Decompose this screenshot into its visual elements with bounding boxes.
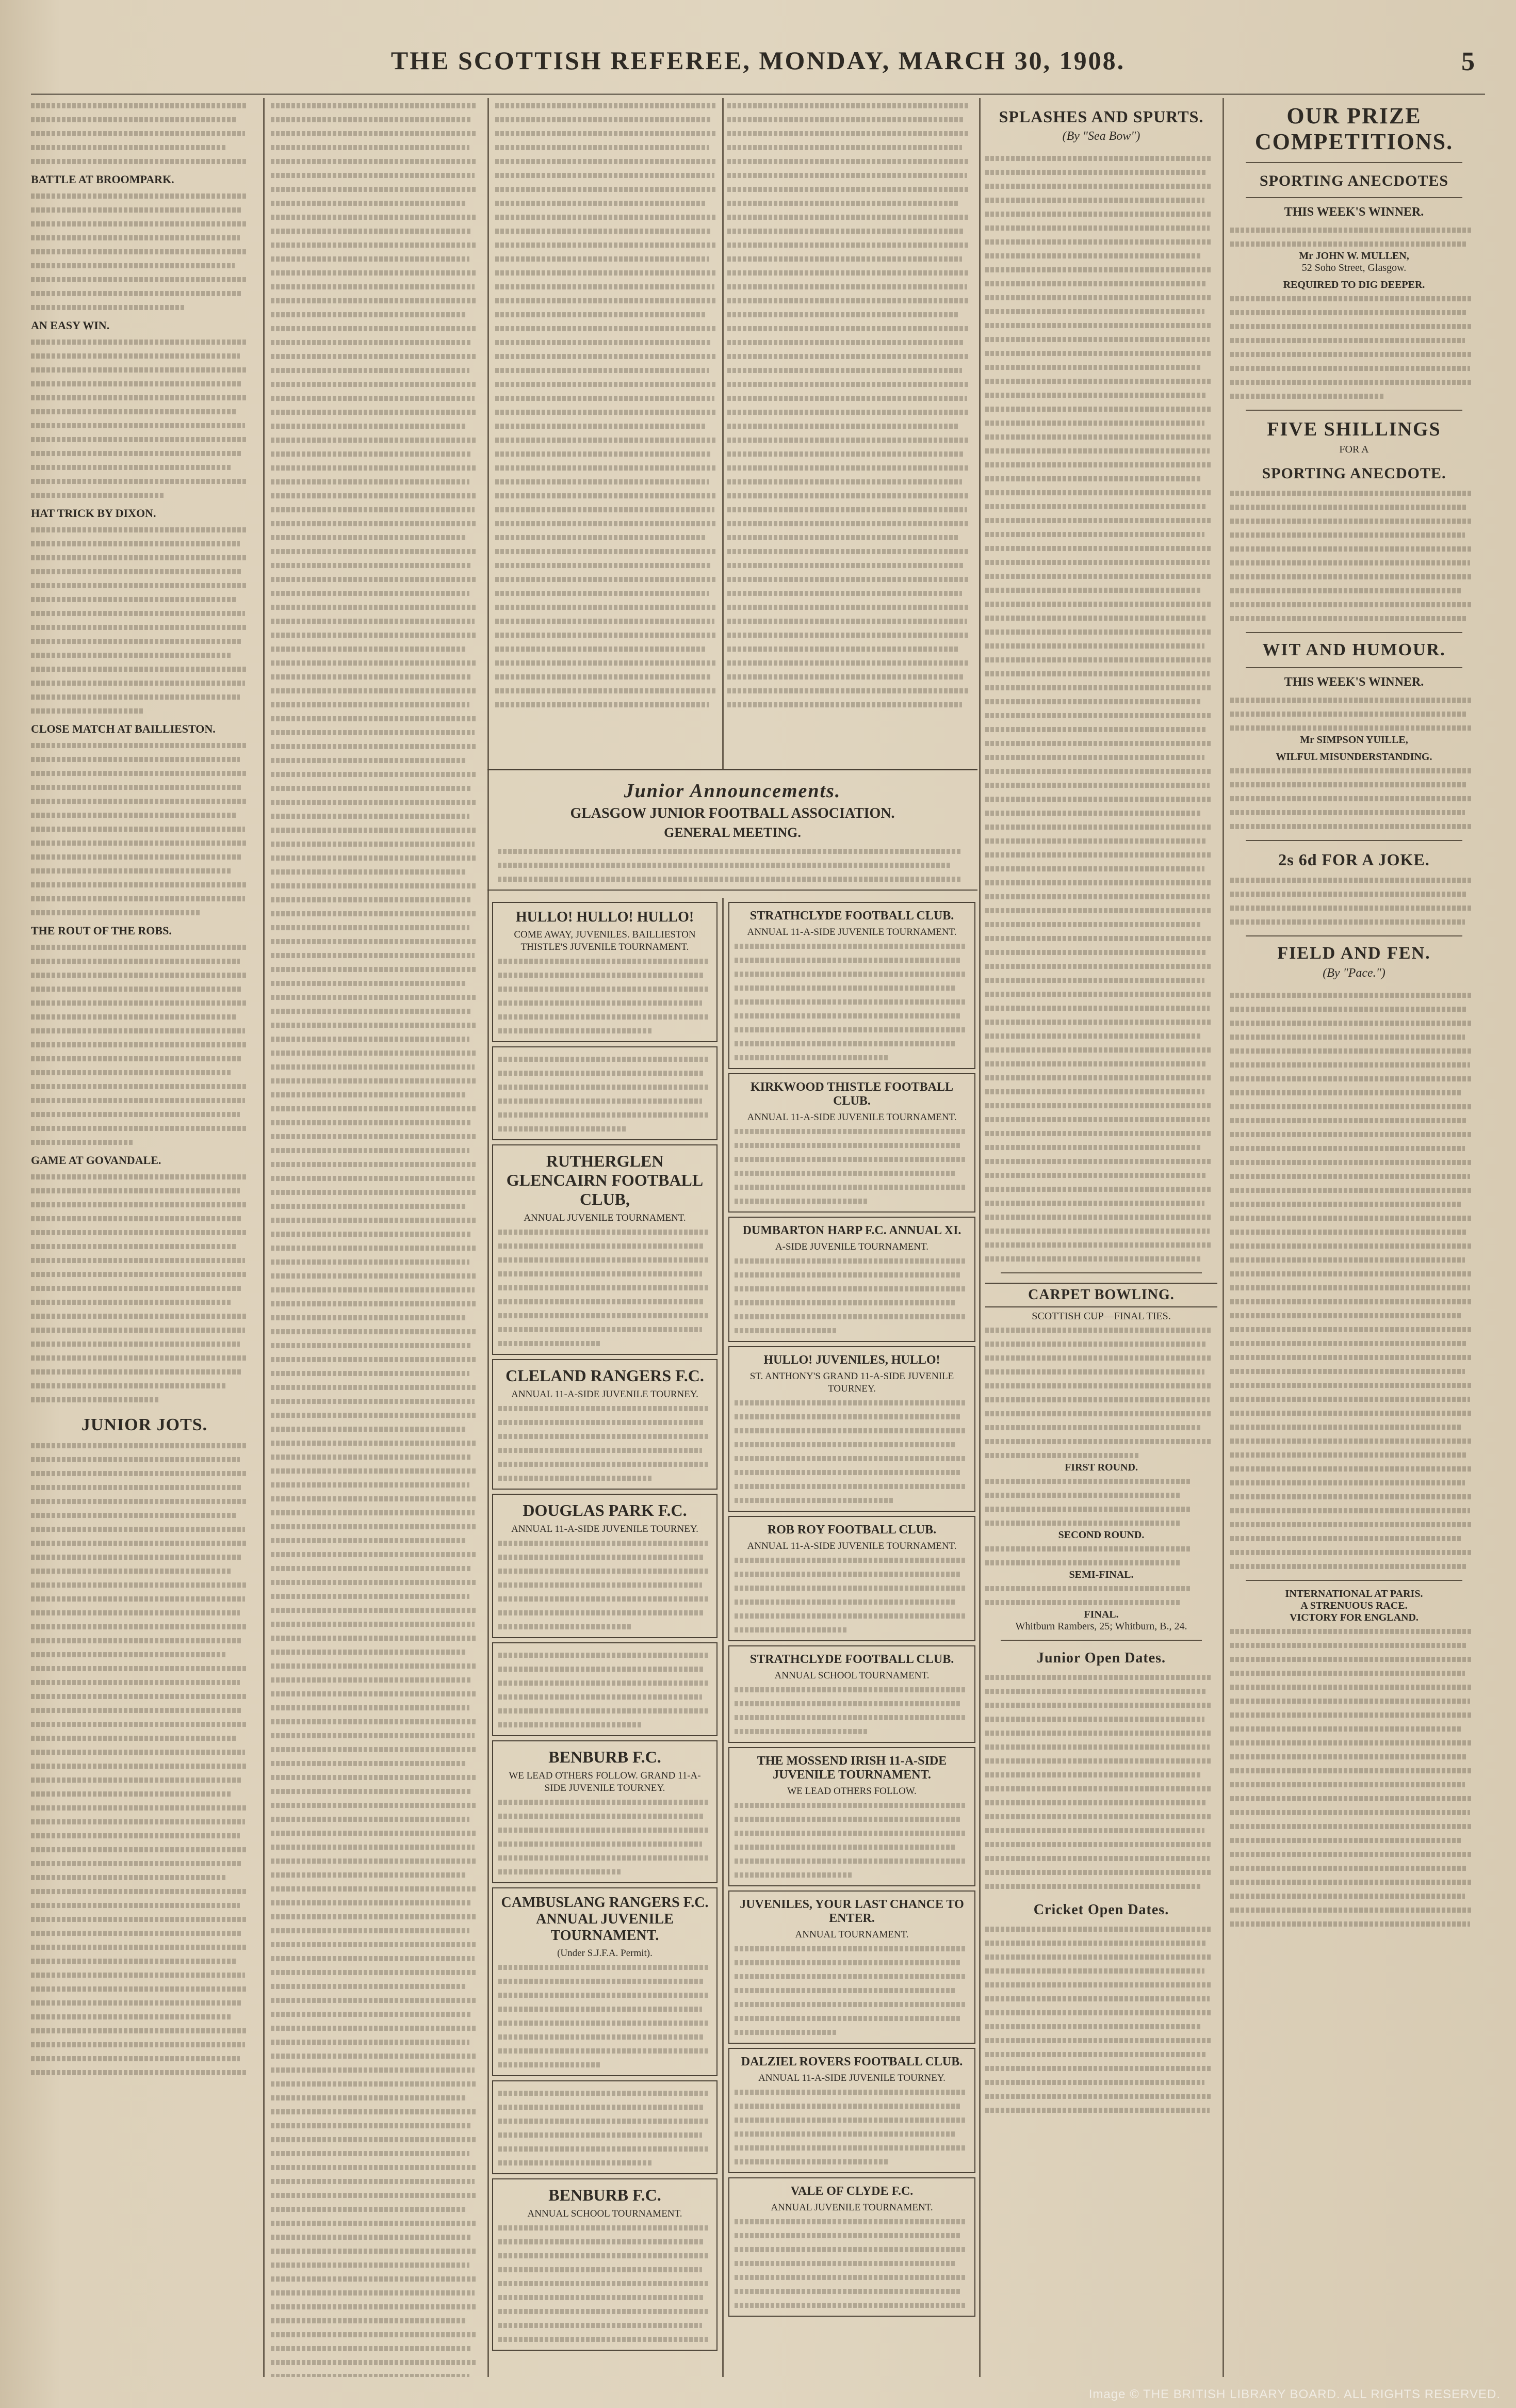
ad-body: ANNUAL TOURNAMENT. <box>795 1929 909 1940</box>
ad-title: DOUGLAS PARK F.C. <box>523 1501 687 1520</box>
winner-name: Mr JOHN W. MULLEN, <box>1299 250 1409 262</box>
headline: THE ROUT OF THE ROBS. <box>31 924 172 937</box>
column-2 <box>271 98 482 2377</box>
ad-box <box>728 1747 975 1886</box>
column-rule <box>722 898 724 2377</box>
divider <box>1246 162 1462 163</box>
winner-name: Mr SIMPSON YUILLE, <box>1300 734 1408 746</box>
round-label: FIRST ROUND. <box>1065 1462 1138 1473</box>
article-text <box>1230 763 1478 833</box>
article-text <box>1230 1624 1478 1930</box>
divider <box>1001 1272 1202 1273</box>
ad-box <box>492 1494 718 1638</box>
winner-heading: THIS WEEK'S WINNER. <box>1284 205 1424 219</box>
ad-title: ROB ROY FOOTBALL CLUB. <box>767 1523 937 1537</box>
ad-box <box>492 1144 718 1355</box>
ad-box <box>728 1890 975 2044</box>
ad-body: ST. ANTHONY'S GRAND 11-A-SIDE JUVENILE TOURNEY. <box>749 1371 954 1394</box>
column-1 <box>31 98 258 2377</box>
article-text <box>31 98 258 168</box>
ad-text <box>735 2214 969 2312</box>
ad-text <box>735 1682 969 1738</box>
ad-text <box>498 1401 711 1484</box>
ad-title: DUMBARTON HARP F.C. ANNUAL XI. <box>742 1224 961 1237</box>
final-result: Whitburn Rambers, 25; Whitburn, B., 24. <box>1015 1621 1187 1632</box>
divider <box>1246 667 1462 668</box>
ad-text <box>735 1553 969 1636</box>
section-title: JUNIOR JOTS. <box>81 1415 208 1434</box>
ad-box <box>492 902 718 1042</box>
ad-box <box>492 2080 718 2174</box>
ad-body: ANNUAL 11-A-SIDE JUVENILE TOURNAMENT. <box>747 1112 957 1123</box>
ad-text <box>735 1798 969 1881</box>
anecdote-title: REQUIRED TO DIG DEEPER. <box>1283 279 1425 290</box>
ad-box <box>728 1516 975 1641</box>
results-text <box>985 1541 1217 1569</box>
winner-heading: THIS WEEK'S WINNER. <box>1284 675 1424 689</box>
page-number: 5 <box>1461 47 1475 76</box>
subheading: SCOTTISH CUP—FINAL TIES. <box>1032 1311 1171 1322</box>
byline: (By "Sea Bow") <box>1062 130 1140 143</box>
ad-title: VALE OF CLYDE F.C. <box>790 2185 914 2198</box>
article-text <box>1230 222 1478 250</box>
subsection-title: WIT AND HUMOUR. <box>1262 640 1446 659</box>
section-title: Junior Open Dates. <box>1036 1650 1166 1666</box>
headline: CLOSE MATCH AT BAILLIESTON. <box>31 722 216 735</box>
divider <box>1246 840 1462 841</box>
joke-title: WILFUL MISUNDERSTANDING. <box>1276 751 1432 763</box>
column-6 <box>1230 98 1478 2377</box>
ad-body: ANNUAL 11-A-SIDE JUVENILE TOURNEY. <box>511 1389 698 1400</box>
results-text <box>985 1581 1217 1609</box>
ad-box <box>492 1740 718 1883</box>
ad-box <box>728 2177 975 2317</box>
ad-text <box>498 1224 711 1350</box>
byline: (By "Pace.") <box>1323 966 1385 980</box>
prize-subject: SPORTING ANECDOTE. <box>1262 465 1446 482</box>
divider <box>1246 197 1462 198</box>
divider <box>1246 632 1462 633</box>
column-rule <box>1222 98 1224 2377</box>
association-meeting: GENERAL MEETING. <box>664 825 801 840</box>
subsection-title: INTERNATIONAL AT PARIS. <box>1285 1588 1423 1599</box>
announcements-banner <box>487 769 977 891</box>
ad-title: CLELAND RANGERS F.C. <box>506 1366 704 1385</box>
article-text <box>1230 872 1478 928</box>
ad-body: ANNUAL 11-A-SIDE JUVENILE TOURNEY. <box>758 2073 946 2083</box>
ad-box <box>728 1073 975 1213</box>
article-text <box>985 1670 1217 1893</box>
ad-text <box>498 2086 711 2169</box>
masthead <box>31 36 1485 95</box>
article-text <box>985 1921 1217 2116</box>
column-rule <box>979 98 981 2377</box>
article-text <box>1230 486 1478 625</box>
column-4-ads <box>726 898 977 2377</box>
column-rule <box>722 98 724 769</box>
article-text <box>31 738 258 919</box>
newspaper-title: THE SCOTTISH REFEREE, MONDAY, MARCH 30, 1908. <box>390 46 1126 75</box>
round-label: FINAL. <box>1084 1609 1119 1620</box>
article-text <box>271 98 482 2377</box>
ad-body: WE LEAD OTHERS FOLLOW. GRAND 11-A-SIDE JUVENILE TOURNEY. <box>509 1770 701 1793</box>
ad-box <box>728 1217 975 1342</box>
column-rule <box>487 98 489 2377</box>
ad-text <box>498 1960 711 2071</box>
announcements-title: Junior Announcements. <box>624 780 841 802</box>
article-text <box>985 1322 1217 1462</box>
article-text <box>1230 692 1478 734</box>
ad-box <box>492 1642 718 1736</box>
subheading: VICTORY FOR ENGLAND. <box>1290 1612 1419 1623</box>
ad-title: STRATHCLYDE FOOTBALL CLUB. <box>749 909 954 923</box>
section-title: Cricket Open Dates. <box>1033 1902 1169 1918</box>
ad-body: ANNUAL JUVENILE TOURNAMENT. <box>524 1213 686 1223</box>
ad-box <box>728 1645 975 1743</box>
ad-title: BENBURB F.C. <box>548 2186 661 2204</box>
ad-text <box>498 953 711 1037</box>
article-text <box>985 151 1217 1265</box>
ad-body: ANNUAL SCHOOL TOURNAMENT. <box>774 1670 930 1681</box>
prize-heading: FIVE SHILLINGS <box>1267 418 1441 440</box>
ad-text <box>735 1124 969 1207</box>
copyright-notice: Image © THE BRITISH LIBRARY BOARD. ALL RIGHTS RESERVED. <box>1088 2387 1501 2401</box>
meeting-notice <box>487 844 977 885</box>
column-3-ads <box>490 898 720 2377</box>
section-title: SPLASHES AND SPURTS. <box>999 107 1204 126</box>
ad-body: (Under S.J.F.A. Permit). <box>557 1948 653 1959</box>
subsection-title: SPORTING ANECDOTES <box>1259 172 1449 189</box>
column-rule <box>263 98 265 2377</box>
results-text <box>985 1474 1217 1529</box>
ad-text <box>735 939 969 1064</box>
prize-for: FOR A <box>1339 444 1369 455</box>
winner-address: 52 Soho Street, Glasgow. <box>1301 262 1407 273</box>
ad-title: HULLO! JUVENILES, HULLO! <box>763 1353 940 1367</box>
subsection-title: FIELD AND FEN. <box>1277 944 1431 963</box>
ad-title: THE MOSSEND IRISH 11-A-SIDE JUVENILE TOURNAMENT. <box>757 1754 947 1782</box>
ad-title: RUTHERGLEN GLENCAIRN FOOTBALL CLUB, <box>506 1152 704 1208</box>
article-text <box>31 188 258 314</box>
column-3-top <box>495 98 722 769</box>
ad-box <box>728 2048 975 2173</box>
ad-body: WE LEAD OTHERS FOLLOW. <box>787 1786 917 1797</box>
article-text <box>1230 291 1478 402</box>
ad-box <box>728 1346 975 1512</box>
ad-body: COME AWAY, JUVENILES. BAILLIESTON THISTLE'S JUVENILE TOURNAMENT. <box>514 929 696 952</box>
divider <box>1246 410 1462 411</box>
headline: HAT TRICK BY DIXON. <box>31 507 156 520</box>
ad-text <box>498 1647 711 1731</box>
round-label: SEMI-FINAL. <box>1069 1569 1134 1580</box>
ad-body: ANNUAL 11-A-SIDE JUVENILE TOURNEY. <box>511 1524 698 1534</box>
ad-title: CAMBUSLANG RANGERS F.C. ANNUAL JUVENILE TOURNAMENT. <box>501 1895 709 1944</box>
ad-box <box>492 1046 718 1140</box>
article-text <box>31 1438 258 2079</box>
ad-box <box>492 1359 718 1490</box>
ad-text <box>735 1253 969 1337</box>
ad-title: BENBURB F.C. <box>548 1748 661 1766</box>
ad-body: ANNUAL SCHOOL TOURNAMENT. <box>527 2208 682 2219</box>
subheading: A STRENUOUS RACE. <box>1300 1600 1408 1611</box>
article-text <box>495 98 722 711</box>
headline: AN EASY WIN. <box>31 319 110 332</box>
ad-body: ANNUAL 11-A-SIDE JUVENILE TOURNAMENT. <box>747 927 957 938</box>
ad-text <box>498 2220 711 2346</box>
article-text <box>31 334 258 502</box>
column-5 <box>985 98 1217 2377</box>
divider <box>1246 935 1462 936</box>
ad-body: ANNUAL 11-A-SIDE JUVENILE TOURNAMENT. <box>747 1541 957 1552</box>
article-text <box>727 98 975 711</box>
article-text <box>31 1169 258 1406</box>
divider <box>1246 1580 1462 1581</box>
association-title: GLASGOW JUNIOR FOOTBALL ASSOCIATION. <box>570 805 895 821</box>
ad-text <box>735 1941 969 2039</box>
ad-title: DALZIEL ROVERS FOOTBALL CLUB. <box>741 2055 963 2068</box>
headline: BATTLE AT BROOMPARK. <box>31 173 174 186</box>
article-text <box>31 522 258 717</box>
ad-title: HULLO! HULLO! HULLO! <box>515 909 694 925</box>
headline: GAME AT GOVANDALE. <box>31 1154 161 1167</box>
ad-body: ANNUAL JUVENILE TOURNAMENT. <box>771 2202 933 2213</box>
ad-title: STRATHCLYDE FOOTBALL CLUB. <box>749 1653 954 1666</box>
ad-box <box>728 902 975 1069</box>
round-label: SECOND ROUND. <box>1058 1529 1145 1541</box>
section-title: CARPET BOWLING. <box>985 1283 1217 1307</box>
ad-box <box>492 1887 718 2076</box>
ad-title: JUVENILES, YOUR LAST CHANCE TO ENTER. <box>740 1898 964 1925</box>
divider <box>1001 1640 1202 1641</box>
ad-text <box>735 2084 969 2168</box>
prize-heading: 2s 6d FOR A JOKE. <box>1278 850 1430 869</box>
ad-text <box>735 1395 969 1507</box>
column-4-top <box>727 98 975 769</box>
section-title: OUR PRIZE COMPETITIONS. <box>1254 103 1454 154</box>
article-text <box>1230 988 1478 1573</box>
ad-body: A-SIDE JUVENILE TOURNAMENT. <box>775 1241 929 1252</box>
ad-title: KIRKWOOD THISTLE FOOTBALL CLUB. <box>751 1080 953 1108</box>
article-text <box>31 940 258 1149</box>
ad-text <box>498 1536 711 1633</box>
ad-box <box>492 2178 718 2351</box>
ad-text <box>498 1795 711 1878</box>
ad-text <box>498 1052 711 1135</box>
